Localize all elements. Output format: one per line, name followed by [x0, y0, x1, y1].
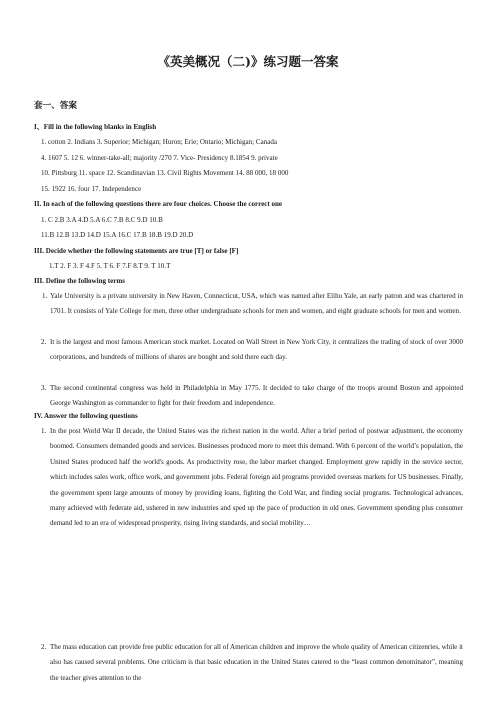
definition-item	[42, 289, 463, 320]
section-1-line: 15. 1922 16. four 17. Independence	[41, 185, 142, 193]
item-number: 2.	[41, 338, 47, 346]
section-2-title: II. In each of the following questions there are four choices. Choose the correct one	[34, 200, 283, 208]
item-text: The mass education can provide free public education for all of American children and improve the whole quality of American citizenries, while it also has caused several problems. One criticism is that basic education in the United States catered to the “least common denominator”, meaning the teacher gives attention to the	[50, 643, 463, 682]
item-number: 2.	[41, 643, 47, 651]
item-text: In the post World War II decade, the United States was the richest nation in the world. After a brief period of postwar adjustment, the economy boomed. Consumers demanded goods and services. Businesses produced more to meet this demand. With 6 percent of the world’s population, the United States produced half the world's goods. As productivity rose, the labor market changed. Employment grew rapidly in the service sector, which includes sales work, office work, and government jobs. Federal foreign aid programs provided overseas markets for US businesses. Finally, the government spent large amounts of money by providing loans, fighting the Cold War, and finding social programs. Technological advances, many achieved with federate aid, ushered in new industries and sped up the pace of production in old ones. Government spending plus consumer demand led to an era of widespread prosperity, rising living standards, and social mobility…	[50, 427, 463, 528]
page-title: 《英美概况（二)》练习题一答案	[157, 54, 339, 69]
item-number: 3.	[41, 384, 47, 392]
definition-item	[41, 381, 463, 412]
item-number: 1.	[42, 292, 48, 300]
section-3-title: III. Decide whether the following statements are true [T] or false [F]	[34, 247, 239, 255]
section-3-line: 1.T 2. F 3. F 4.F 5. T 6. F 7.F 8.T 9. T 10.T	[49, 262, 171, 270]
section-1-line: 10. Pittsburg 11. space 12. Scandinavian 13. Civil Rights Movement 14. 88 000, 18 000	[41, 169, 289, 177]
section-1-title: I、Fill in the following blanks in English	[34, 123, 157, 131]
answer-item	[41, 424, 463, 532]
section-1-line: 4. 1607 5. 12 6. winner-take-all; majority /270 7. Vice- Presidency 8.1854 9. private	[41, 154, 278, 162]
section-2-line: 11.B 12.B 13.D 14.D 15.A 16.C 17.B 18.B 19.D 20.D	[41, 231, 194, 239]
section-4-title: III. Define the following terms	[34, 277, 126, 285]
item-text: The second continental congress was held in Philadelphia in May 1775. It decided to take charge of the troops around Boston and appointed George Washington as commander to fight for their freedom and independence.	[50, 384, 463, 408]
item-text: Yale University is a private university in New Haven, Connecticut, USA, which was named after Elihu Yale, an early patron and was chartered in 1701. It consists of Yale College for men, three other undergraduate schools for men and women, and eight graduate schools for men and women.	[50, 292, 463, 316]
item-text: It is the largest and most famous American stock market. Located on Wall Street in New York City, it centralizes the trading of stock of over 3000 corporations, and hundreds of millions of shares are bought and sold there each day.	[50, 338, 463, 362]
section-1-line: 1. cotton 2. Indians 3. Superior; Michigan; Huron; Erie; Ontario; Michigan; Canada	[41, 138, 278, 146]
item-number: 1.	[41, 427, 47, 435]
section-2-line: 1. C 2.B 3.A 4.D 5.A 6.C 7.B 8.C 9.D 10.B	[41, 216, 163, 224]
section-5-title: IV. Answer the following questions	[34, 412, 138, 420]
answer-heading: 套一、答案	[34, 101, 77, 111]
definition-item	[41, 335, 463, 366]
answer-item	[41, 640, 463, 686]
